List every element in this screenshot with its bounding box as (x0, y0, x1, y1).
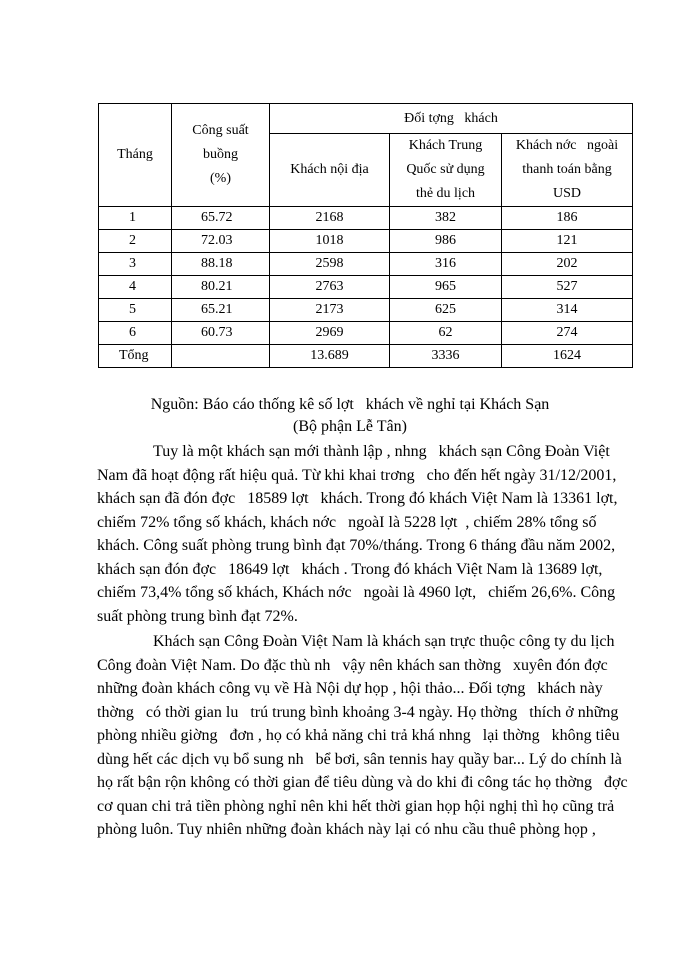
cell-foreign: 314 (502, 299, 633, 322)
header-capacity-line: Công suất (192, 123, 249, 138)
cell-domestic: 2173 (270, 299, 390, 322)
table-row (99, 230, 633, 253)
cell-foreign: 186 (502, 207, 633, 230)
cell-capacity: 65.72 (172, 207, 270, 230)
text-line: chiếm 73,4% tổng số khách, Khách nớc ngoài là 4960 lợt, chiếm 26,6%. Công (97, 584, 616, 601)
table-row (99, 299, 633, 322)
header-foreign-line: Khách nớc ngoài (515, 138, 619, 153)
text-line: thờng có thời gian lu trú trung bình khoảng 3-4 ngày. Họ thờng thích ở những (97, 703, 619, 721)
cell-total-foreign: 1624 (502, 345, 633, 368)
cell-domestic: 2969 (270, 322, 390, 345)
table-row (99, 253, 633, 276)
cell-domestic: 2763 (270, 276, 390, 299)
cell-domestic: 2168 (270, 207, 390, 230)
text-line: Khách sạn Công Đoàn Việt Nam là khách sạn trực thuộc công ty du lịch (153, 633, 615, 650)
cell-chinese: 62 (390, 322, 502, 345)
hotel-guest-statistics-table (98, 103, 633, 368)
cell-total-capacity (172, 345, 270, 368)
cell-month: 6 (99, 322, 172, 345)
cell-foreign: 527 (502, 276, 633, 299)
paragraph-overview (97, 440, 637, 628)
cell-capacity: 60.73 (172, 322, 270, 345)
text-line: phòng nhiều giờng đơn , họ có khả năng chi trả khá nhng lại thờng không tiêu (97, 727, 620, 744)
header-capacity-line: (%) (210, 171, 231, 186)
cell-chinese: 316 (390, 253, 502, 276)
cell-foreign: 121 (502, 230, 633, 253)
paragraph-guest-profile (97, 630, 637, 842)
text-line: những đoàn khách công vụ về Hà Nội dự họp , hội thảo... Đối tợng khách này (97, 680, 603, 697)
cell-total-label: Tổng (99, 345, 172, 368)
table-row (99, 322, 633, 345)
header-foreign (502, 134, 633, 207)
text-line: chiếm 72% tổng số khách, khách nớc ngoàI là 5228 lợt , chiếm 28% tổng số (97, 513, 597, 531)
header-month: Tháng (99, 104, 172, 207)
text-line: họ rất bận rộn không có thời gian để tiêu dùng và do khi đi công tác họ thờng đợc (97, 774, 628, 791)
cell-month: 4 (99, 276, 172, 299)
header-capacity (172, 104, 270, 207)
header-chinese (390, 134, 502, 207)
header-domestic: Khách nội địa (270, 134, 390, 207)
text-line: phòng luôn. Tuy nhiên những đoàn khách này lại có nhu cầu thuê phòng họp , (97, 821, 596, 838)
cell-month: 5 (99, 299, 172, 322)
header-foreign-line: thanh toán bằng (522, 162, 612, 177)
cell-total-chinese: 3336 (390, 345, 502, 368)
table-total-row (99, 345, 633, 368)
header-capacity-line: buồng (203, 147, 238, 162)
table-row (99, 276, 633, 299)
cell-chinese: 625 (390, 299, 502, 322)
source-department: (Bộ phận Lễ Tân) (293, 418, 407, 435)
cell-chinese: 382 (390, 207, 502, 230)
cell-chinese: 986 (390, 230, 502, 253)
cell-month: 2 (99, 230, 172, 253)
text-line: dùng hết các dịch vụ bổ sung nh bể bơi, sân tennis hay quầy bar... Lý do chính là (97, 750, 622, 768)
cell-total-domestic: 13.689 (270, 345, 390, 368)
text-line: Tuy là một khách sạn mới thành lập , nhng khách sạn Công Đoàn Việt (153, 443, 610, 460)
header-chinese-line: Khách Trung (408, 138, 483, 153)
source-caption: Nguồn: Báo cáo thống kê số lợt khách về nghỉ tại Khách Sạn (150, 396, 550, 413)
table-row (99, 207, 633, 230)
text-line: Nam đã hoạt động rất hiệu quả. Từ khi khai trơng cho đến hết ngày 31/12/2001, (97, 466, 617, 484)
cell-chinese: 965 (390, 276, 502, 299)
cell-domestic: 2598 (270, 253, 390, 276)
text-line: cơ quan chi trả tiền phòng nghỉ nên khi hết thời gian họp hội nghị thì họ cũng trả (97, 797, 615, 815)
header-guest-type-group: Đối tợng khách (270, 104, 633, 134)
text-line: suất phòng trung bình đạt 72%. (97, 607, 298, 625)
cell-domestic: 1018 (270, 230, 390, 253)
text-line: Công đoàn Việt Nam. Do đặc thù nh vậy nên khách san thờng xuyên đón đợc (97, 656, 608, 674)
cell-capacity: 72.03 (172, 230, 270, 253)
cell-capacity: 80.21 (172, 276, 270, 299)
header-chinese-line: thẻ du lịch (415, 186, 476, 201)
cell-capacity: 65.21 (172, 299, 270, 322)
text-line: khách. Công suất phòng trung bình đạt 70%/tháng. Trong 6 tháng đầu năm 2002, (97, 537, 616, 554)
cell-foreign: 202 (502, 253, 633, 276)
header-foreign-line: USD (552, 186, 581, 201)
cell-capacity: 88.18 (172, 253, 270, 276)
text-line: khách sạn đã đón đợc 18589 lợt khách. Trong đó khách Việt Nam là 13361 lợt, (97, 490, 618, 507)
text-line: khách sạn đón đợc 18649 lợt khách . Trong đó khách Việt Nam là 13689 lợt, (97, 560, 603, 578)
cell-month: 1 (99, 207, 172, 230)
header-chinese-line: Quốc sử dụng (406, 162, 485, 177)
cell-month: 3 (99, 253, 172, 276)
cell-foreign: 274 (502, 322, 633, 345)
